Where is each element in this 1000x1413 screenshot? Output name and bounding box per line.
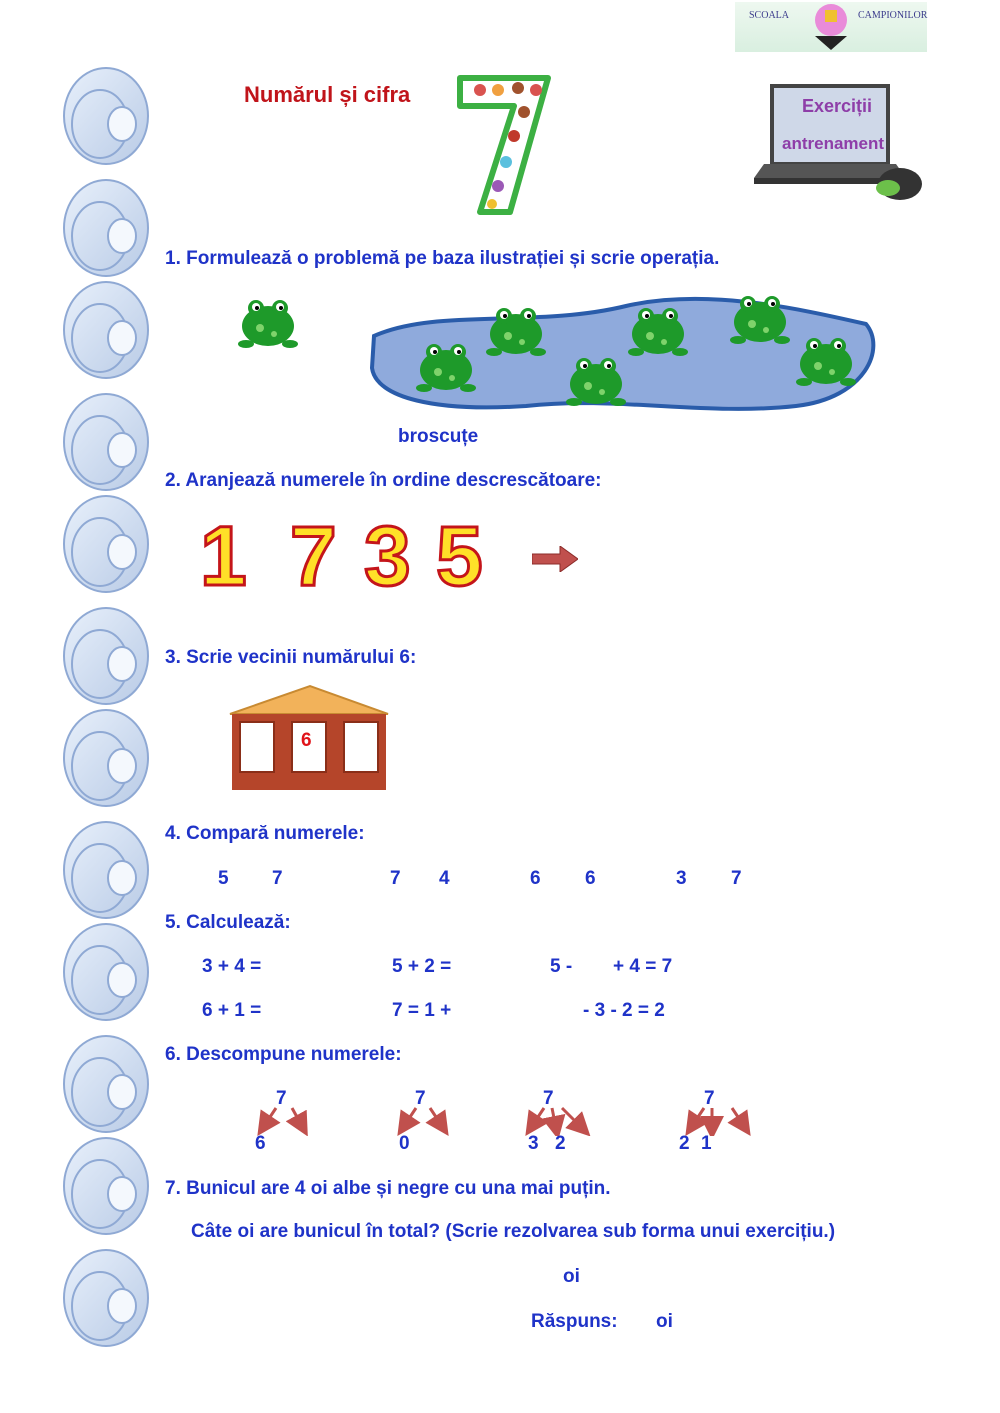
exercise-badge bbox=[740, 66, 928, 218]
task5-label: 5. Calculează: bbox=[165, 912, 291, 933]
logo-text-left: SCOALA bbox=[749, 10, 790, 21]
ring-icon bbox=[62, 1248, 150, 1348]
ring-icon bbox=[62, 606, 150, 706]
task7-label: 7. Bunicul are 4 oi albe și negre cu una mai puțin. bbox=[165, 1178, 611, 1199]
equation: - 3 - 2 = 2 bbox=[583, 1000, 665, 1021]
arrow-icon bbox=[264, 1108, 276, 1126]
ring-icon bbox=[62, 820, 150, 920]
decorated-seven-icon bbox=[452, 72, 556, 218]
ring-icon bbox=[62, 280, 150, 380]
ring-icon bbox=[62, 708, 150, 808]
decompose-top: 7 bbox=[704, 1088, 715, 1109]
task3-label: 3. Scrie vecinii numărului 6: bbox=[165, 647, 417, 668]
house-number: 6 bbox=[301, 730, 312, 751]
badge-line2: antrenament bbox=[782, 134, 885, 153]
arrow-icon bbox=[532, 1108, 544, 1126]
task2-label: 2. Aranjează numerele în ordine descrescătoare: bbox=[165, 470, 602, 491]
logo-text-right: CAMPIONILOR bbox=[858, 10, 928, 21]
ring-icon bbox=[62, 1136, 150, 1236]
arrow-icon bbox=[552, 1108, 556, 1128]
task4-label: 4. Compară numerele: bbox=[165, 823, 365, 844]
ring-icon bbox=[62, 392, 150, 492]
task1-caption: broscuțe bbox=[398, 426, 479, 447]
compare-value: 5 bbox=[218, 868, 229, 889]
task1-label: 1. Formulează o problemă pe baza ilustrației și scrie operația. bbox=[165, 248, 720, 269]
ring-icon bbox=[62, 1034, 150, 1134]
number-tile: 3 bbox=[364, 509, 411, 603]
arrow-icon bbox=[292, 1108, 302, 1126]
ring-icon bbox=[62, 922, 150, 1022]
arrow-icon bbox=[562, 1108, 582, 1128]
decompose-part: 2 bbox=[555, 1133, 566, 1154]
compare-value: 7 bbox=[390, 868, 401, 889]
decompose-top: 7 bbox=[276, 1088, 287, 1109]
equation: 7 = 1 + bbox=[392, 1000, 452, 1021]
decompose-part: 3 bbox=[528, 1133, 539, 1154]
decompose-top: 7 bbox=[415, 1088, 426, 1109]
equation: 5 - bbox=[550, 956, 573, 977]
yellow-numbers bbox=[196, 508, 496, 608]
ring-icon bbox=[62, 66, 150, 166]
compare-value: 7 bbox=[731, 868, 742, 889]
arrow-icon bbox=[430, 1108, 442, 1126]
decompose-top: 7 bbox=[543, 1088, 554, 1109]
compare-value: 3 bbox=[676, 868, 687, 889]
frogs-pond-illustration bbox=[236, 288, 886, 414]
compare-value: 4 bbox=[439, 868, 450, 889]
answer-unit: oi bbox=[656, 1311, 673, 1332]
arrow-icon bbox=[692, 1108, 704, 1126]
compare-value: 7 bbox=[272, 868, 283, 889]
arrow-icon bbox=[404, 1108, 416, 1126]
task6-label: 6. Descompune numerele: bbox=[165, 1044, 402, 1065]
decompose-part: 0 bbox=[399, 1133, 410, 1154]
school-logo bbox=[735, 2, 927, 52]
equation: 5 + 2 = bbox=[392, 956, 452, 977]
equation: + 4 = 7 bbox=[613, 956, 673, 977]
frog-icon bbox=[238, 300, 298, 348]
compare-value: 6 bbox=[585, 868, 596, 889]
compare-value: 6 bbox=[530, 868, 541, 889]
page-title: Numărul și cifra bbox=[244, 82, 411, 107]
task7-unit: oi bbox=[563, 1266, 580, 1287]
answer-label: Răspuns: bbox=[531, 1311, 618, 1332]
badge-line1: Exerciții bbox=[802, 96, 873, 116]
decompose-arrows bbox=[250, 1104, 760, 1136]
decompose-part: 2 bbox=[679, 1133, 690, 1154]
right-arrow-icon bbox=[532, 546, 578, 572]
decompose-part: 1 bbox=[701, 1133, 712, 1154]
trophy-icon bbox=[805, 2, 857, 52]
number-tile: 1 bbox=[200, 509, 247, 603]
task7-question: Câte oi are bunicul în total? (Scrie rezolvarea sub forma unui exercițiu.) bbox=[191, 1221, 836, 1242]
ring-icon bbox=[62, 178, 150, 278]
ring-icon bbox=[62, 494, 150, 594]
number-tile: 5 bbox=[436, 509, 483, 603]
arrow-icon bbox=[732, 1108, 744, 1126]
equation: 3 + 4 = bbox=[202, 956, 262, 977]
number-tile: 7 bbox=[290, 509, 337, 603]
equation: 6 + 1 = bbox=[202, 1000, 262, 1021]
decompose-part: 6 bbox=[255, 1133, 266, 1154]
